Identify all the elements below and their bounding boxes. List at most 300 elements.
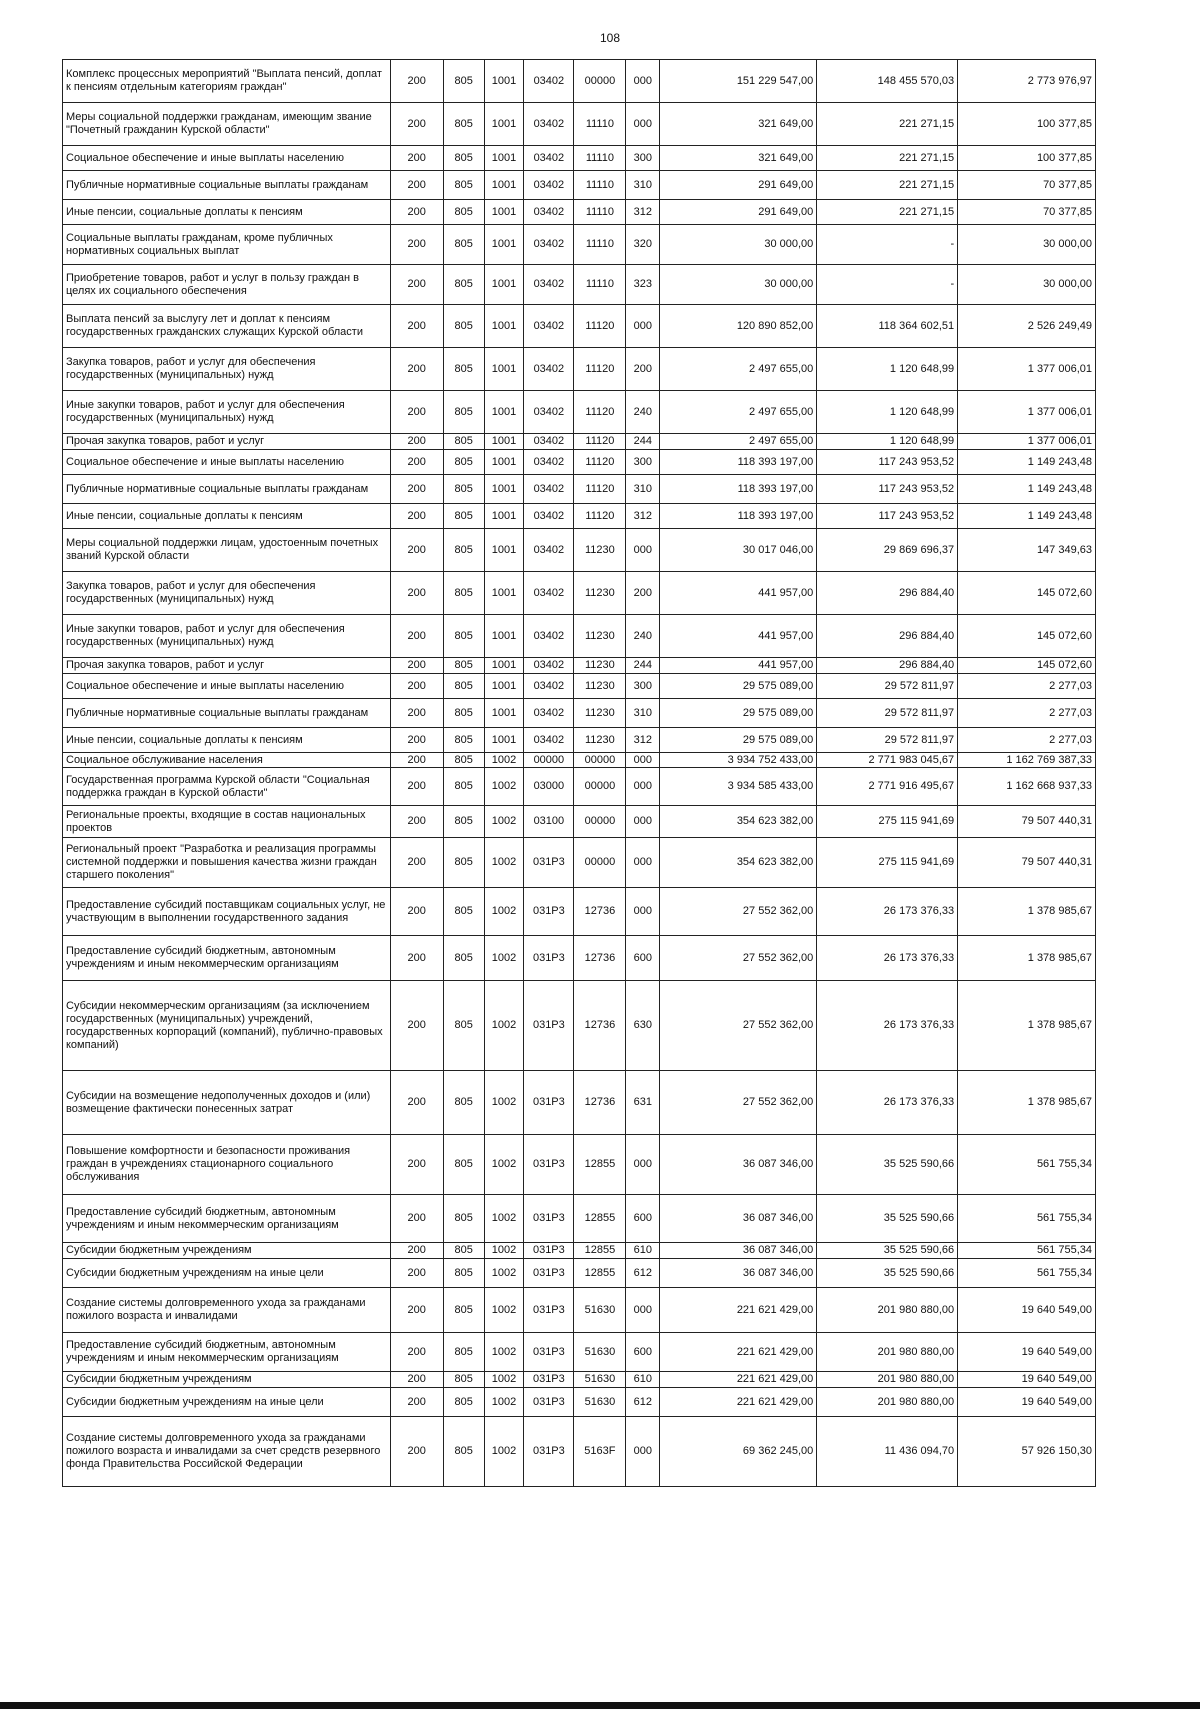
col-remainder: 2 773 976,97 — [958, 60, 1096, 103]
col-admin: 200 — [390, 1135, 443, 1195]
col-remainder: 1 378 985,67 — [958, 981, 1096, 1071]
col-admin: 200 — [390, 265, 443, 305]
col-executed: 35 525 590,66 — [817, 1243, 958, 1259]
col-remainder: 1 149 243,48 — [958, 504, 1096, 529]
col-direction: 12855 — [574, 1195, 626, 1243]
col-chapter: 805 — [443, 1288, 484, 1333]
col-direction: 11230 — [574, 658, 626, 674]
col-section: 1002 — [484, 981, 524, 1071]
col-direction: 11120 — [574, 504, 626, 529]
col-chapter: 805 — [443, 1417, 484, 1487]
col-executed: 1 120 648,99 — [817, 434, 958, 450]
col-program: 03100 — [524, 806, 574, 838]
col-program: 03402 — [524, 504, 574, 529]
row-name: Публичные нормативные социальные выплаты гражданам — [63, 475, 391, 504]
table-row — [63, 60, 1096, 103]
col-program: 031Р3 — [524, 1333, 574, 1372]
col-expense-type: 000 — [626, 1417, 660, 1487]
col-direction: 11110 — [574, 200, 626, 225]
col-executed: 201 980 880,00 — [817, 1372, 958, 1388]
col-planned: 441 957,00 — [660, 572, 817, 615]
col-direction: 11120 — [574, 391, 626, 434]
col-chapter: 805 — [443, 1071, 484, 1135]
table-row — [63, 1195, 1096, 1243]
col-direction: 00000 — [574, 838, 626, 888]
col-expense-type: 200 — [626, 348, 660, 391]
col-program: 031Р3 — [524, 936, 574, 981]
col-admin: 200 — [390, 936, 443, 981]
table-row — [63, 391, 1096, 434]
col-planned: 291 649,00 — [660, 200, 817, 225]
row-name: Закупка товаров, работ и услуг для обеспечения государственных (муниципальных) нужд — [63, 348, 391, 391]
col-direction: 11230 — [574, 699, 626, 728]
col-remainder: 19 640 549,00 — [958, 1388, 1096, 1417]
col-chapter: 805 — [443, 1333, 484, 1372]
col-program: 03402 — [524, 200, 574, 225]
col-expense-type: 630 — [626, 981, 660, 1071]
col-expense-type: 300 — [626, 450, 660, 475]
col-admin: 200 — [390, 225, 443, 265]
col-expense-type: 600 — [626, 936, 660, 981]
col-planned: 354 623 382,00 — [660, 838, 817, 888]
table-row — [63, 1372, 1096, 1388]
col-section: 1002 — [484, 838, 524, 888]
row-name: Прочая закупка товаров, работ и услуг — [63, 658, 391, 674]
col-remainder: 30 000,00 — [958, 265, 1096, 305]
col-admin: 200 — [390, 434, 443, 450]
col-admin: 200 — [390, 475, 443, 504]
col-chapter: 805 — [443, 225, 484, 265]
col-direction: 12855 — [574, 1135, 626, 1195]
col-direction: 11110 — [574, 146, 626, 171]
col-direction: 11230 — [574, 728, 626, 753]
col-chapter: 805 — [443, 475, 484, 504]
col-executed: 26 173 376,33 — [817, 888, 958, 936]
col-section: 1001 — [484, 391, 524, 434]
col-expense-type: 244 — [626, 658, 660, 674]
col-chapter: 805 — [443, 753, 484, 768]
col-planned: 321 649,00 — [660, 103, 817, 146]
col-direction: 11120 — [574, 305, 626, 348]
col-section: 1002 — [484, 768, 524, 806]
row-name: Региональный проект "Разработка и реализация программы системной поддержки и повышения качества жизни граждан старшего поколения" — [63, 838, 391, 888]
col-program: 03402 — [524, 146, 574, 171]
table-row — [63, 768, 1096, 806]
row-name: Предоставление субсидий бюджетным, автономным учреждениям и иным некоммерческим организациям — [63, 1195, 391, 1243]
col-expense-type: 600 — [626, 1333, 660, 1372]
col-section: 1002 — [484, 936, 524, 981]
col-program: 03402 — [524, 615, 574, 658]
col-planned: 354 623 382,00 — [660, 806, 817, 838]
row-name: Прочая закупка товаров, работ и услуг — [63, 434, 391, 450]
col-admin: 200 — [390, 146, 443, 171]
col-section: 1002 — [484, 753, 524, 768]
col-expense-type: 610 — [626, 1243, 660, 1259]
col-program: 031Р3 — [524, 1195, 574, 1243]
budget-table — [62, 59, 1096, 1487]
table-row — [63, 529, 1096, 572]
col-expense-type: 000 — [626, 60, 660, 103]
col-chapter: 805 — [443, 699, 484, 728]
col-executed: 29 572 811,97 — [817, 674, 958, 699]
col-direction: 11120 — [574, 434, 626, 450]
col-remainder: 70 377,85 — [958, 200, 1096, 225]
table-row — [63, 1417, 1096, 1487]
row-name: Государственная программа Курской области "Социальная поддержка граждан в Курской области" — [63, 768, 391, 806]
table-row — [63, 806, 1096, 838]
col-expense-type: 000 — [626, 838, 660, 888]
col-program: 03402 — [524, 171, 574, 200]
col-planned: 36 087 346,00 — [660, 1259, 817, 1288]
col-admin: 200 — [390, 615, 443, 658]
col-remainder: 1 377 006,01 — [958, 391, 1096, 434]
col-chapter: 805 — [443, 171, 484, 200]
col-remainder: 70 377,85 — [958, 171, 1096, 200]
col-expense-type: 000 — [626, 1288, 660, 1333]
col-admin: 200 — [390, 103, 443, 146]
col-section: 1001 — [484, 615, 524, 658]
row-name: Иные закупки товаров, работ и услуг для обеспечения государственных (муниципальных) нужд — [63, 615, 391, 658]
col-chapter: 805 — [443, 450, 484, 475]
col-executed: 221 271,15 — [817, 200, 958, 225]
col-direction: 11110 — [574, 103, 626, 146]
col-remainder: 1 377 006,01 — [958, 348, 1096, 391]
col-expense-type: 240 — [626, 391, 660, 434]
table-row — [63, 888, 1096, 936]
col-executed: - — [817, 225, 958, 265]
table-row — [63, 674, 1096, 699]
col-section: 1001 — [484, 60, 524, 103]
col-expense-type: 610 — [626, 1372, 660, 1388]
col-planned: 118 393 197,00 — [660, 475, 817, 504]
col-expense-type: 310 — [626, 699, 660, 728]
col-section: 1002 — [484, 1071, 524, 1135]
table-row — [63, 699, 1096, 728]
col-remainder: 79 507 440,31 — [958, 806, 1096, 838]
col-remainder: 2 277,03 — [958, 674, 1096, 699]
col-remainder: 100 377,85 — [958, 103, 1096, 146]
col-planned: 27 552 362,00 — [660, 888, 817, 936]
col-direction: 12736 — [574, 1071, 626, 1135]
table-row — [63, 936, 1096, 981]
table-body — [63, 60, 1096, 1487]
col-remainder: 1 149 243,48 — [958, 450, 1096, 475]
col-remainder: 19 640 549,00 — [958, 1372, 1096, 1388]
col-section: 1002 — [484, 806, 524, 838]
col-planned: 2 497 655,00 — [660, 434, 817, 450]
col-remainder: 147 349,63 — [958, 529, 1096, 572]
col-remainder: 1 378 985,67 — [958, 936, 1096, 981]
col-chapter: 805 — [443, 305, 484, 348]
col-section: 1001 — [484, 146, 524, 171]
col-admin: 200 — [390, 1388, 443, 1417]
col-admin: 200 — [390, 658, 443, 674]
col-direction: 11230 — [574, 529, 626, 572]
row-name: Закупка товаров, работ и услуг для обеспечения государственных (муниципальных) нужд — [63, 572, 391, 615]
row-name: Социальное обеспечение и иные выплаты населению — [63, 674, 391, 699]
col-executed: 117 243 953,52 — [817, 475, 958, 504]
row-name: Предоставление субсидий бюджетным, автономным учреждениям и иным некоммерческим организациям — [63, 1333, 391, 1372]
col-program: 031Р3 — [524, 1071, 574, 1135]
page-number: 108 — [599, 31, 621, 45]
col-executed: 117 243 953,52 — [817, 450, 958, 475]
col-executed: 275 115 941,69 — [817, 806, 958, 838]
col-expense-type: 240 — [626, 615, 660, 658]
col-program: 03402 — [524, 658, 574, 674]
table-row — [63, 753, 1096, 768]
col-program: 03402 — [524, 225, 574, 265]
table-row — [63, 1259, 1096, 1288]
col-section: 1002 — [484, 1259, 524, 1288]
col-admin: 200 — [390, 450, 443, 475]
col-executed: 221 271,15 — [817, 103, 958, 146]
col-planned: 36 087 346,00 — [660, 1243, 817, 1259]
col-admin: 200 — [390, 171, 443, 200]
row-name: Иные пенсии, социальные доплаты к пенсиям — [63, 728, 391, 753]
col-chapter: 805 — [443, 1259, 484, 1288]
col-planned: 27 552 362,00 — [660, 936, 817, 981]
row-name: Публичные нормативные социальные выплаты гражданам — [63, 699, 391, 728]
col-direction: 12736 — [574, 936, 626, 981]
col-remainder: 1 162 769 387,33 — [958, 753, 1096, 768]
col-admin: 200 — [390, 981, 443, 1071]
col-direction: 11230 — [574, 674, 626, 699]
col-remainder: 561 755,34 — [958, 1135, 1096, 1195]
col-executed: 296 884,40 — [817, 572, 958, 615]
col-chapter: 805 — [443, 504, 484, 529]
col-program: 031Р3 — [524, 1259, 574, 1288]
col-expense-type: 200 — [626, 572, 660, 615]
col-admin: 200 — [390, 348, 443, 391]
col-chapter: 805 — [443, 888, 484, 936]
col-section: 1001 — [484, 475, 524, 504]
table-row — [63, 838, 1096, 888]
col-admin: 200 — [390, 391, 443, 434]
col-chapter: 805 — [443, 572, 484, 615]
row-name: Социальное обеспечение и иные выплаты населению — [63, 450, 391, 475]
col-section: 1002 — [484, 1388, 524, 1417]
col-expense-type: 312 — [626, 504, 660, 529]
col-planned: 30 017 046,00 — [660, 529, 817, 572]
col-section: 1001 — [484, 572, 524, 615]
col-remainder: 2 277,03 — [958, 728, 1096, 753]
col-admin: 200 — [390, 888, 443, 936]
col-admin: 200 — [390, 1288, 443, 1333]
col-direction: 11110 — [574, 225, 626, 265]
table-row — [63, 103, 1096, 146]
col-admin: 200 — [390, 838, 443, 888]
table-row — [63, 1071, 1096, 1135]
col-admin: 200 — [390, 1071, 443, 1135]
col-expense-type: 300 — [626, 146, 660, 171]
col-expense-type: 631 — [626, 1071, 660, 1135]
col-section: 1001 — [484, 171, 524, 200]
col-chapter: 805 — [443, 200, 484, 225]
col-direction: 51630 — [574, 1388, 626, 1417]
col-planned: 2 497 655,00 — [660, 348, 817, 391]
col-expense-type: 000 — [626, 305, 660, 348]
col-planned: 30 000,00 — [660, 265, 817, 305]
col-planned: 441 957,00 — [660, 658, 817, 674]
col-direction: 00000 — [574, 753, 626, 768]
col-expense-type: 600 — [626, 1195, 660, 1243]
col-direction: 5163F — [574, 1417, 626, 1487]
col-executed: 26 173 376,33 — [817, 981, 958, 1071]
col-section: 1001 — [484, 305, 524, 348]
col-chapter: 805 — [443, 391, 484, 434]
col-expense-type: 310 — [626, 171, 660, 200]
col-program: 03402 — [524, 391, 574, 434]
col-expense-type: 612 — [626, 1388, 660, 1417]
col-planned: 36 087 346,00 — [660, 1195, 817, 1243]
col-executed: 221 271,15 — [817, 146, 958, 171]
row-name: Повышение комфортности и безопасности проживания граждан в учреждениях стационарного социального обслуживания — [63, 1135, 391, 1195]
col-planned: 29 575 089,00 — [660, 728, 817, 753]
col-executed: 221 271,15 — [817, 171, 958, 200]
col-remainder: 57 926 150,30 — [958, 1417, 1096, 1487]
col-section: 1001 — [484, 658, 524, 674]
col-direction: 11120 — [574, 475, 626, 504]
col-expense-type: 320 — [626, 225, 660, 265]
col-chapter: 805 — [443, 981, 484, 1071]
bottom-border — [0, 1702, 1200, 1709]
col-section: 1001 — [484, 225, 524, 265]
table-row — [63, 348, 1096, 391]
col-planned: 30 000,00 — [660, 225, 817, 265]
col-direction: 11120 — [574, 450, 626, 475]
col-chapter: 805 — [443, 615, 484, 658]
col-direction: 00000 — [574, 60, 626, 103]
col-planned: 441 957,00 — [660, 615, 817, 658]
col-planned: 2 497 655,00 — [660, 391, 817, 434]
col-direction: 12736 — [574, 888, 626, 936]
col-program: 03402 — [524, 434, 574, 450]
col-executed: 26 173 376,33 — [817, 1071, 958, 1135]
col-direction: 12855 — [574, 1243, 626, 1259]
col-chapter: 805 — [443, 434, 484, 450]
col-expense-type: 244 — [626, 434, 660, 450]
table-row — [63, 434, 1096, 450]
table-row — [63, 1135, 1096, 1195]
table-row — [63, 450, 1096, 475]
col-section: 1001 — [484, 529, 524, 572]
col-program: 031Р3 — [524, 1388, 574, 1417]
table-row — [63, 504, 1096, 529]
col-planned: 36 087 346,00 — [660, 1135, 817, 1195]
col-remainder: 561 755,34 — [958, 1259, 1096, 1288]
col-planned: 3 934 585 433,00 — [660, 768, 817, 806]
row-name: Создание системы долговременного ухода за гражданами пожилого возраста и инвалидами за счет средств резервного фонда Правительства Российской Федерации — [63, 1417, 391, 1487]
col-section: 1002 — [484, 888, 524, 936]
col-remainder: 1 149 243,48 — [958, 475, 1096, 504]
col-executed: 275 115 941,69 — [817, 838, 958, 888]
col-program: 03402 — [524, 529, 574, 572]
col-planned: 120 890 852,00 — [660, 305, 817, 348]
row-name: Публичные нормативные социальные выплаты гражданам — [63, 171, 391, 200]
col-executed: 2 771 983 045,67 — [817, 753, 958, 768]
col-chapter: 805 — [443, 936, 484, 981]
col-executed: 29 869 696,37 — [817, 529, 958, 572]
col-direction: 51630 — [574, 1372, 626, 1388]
col-expense-type: 612 — [626, 1259, 660, 1288]
col-chapter: 805 — [443, 348, 484, 391]
col-admin: 200 — [390, 806, 443, 838]
col-executed: 148 455 570,03 — [817, 60, 958, 103]
row-name: Предоставление субсидий бюджетным, автономным учреждениям и иным некоммерческим организациям — [63, 936, 391, 981]
col-direction: 00000 — [574, 768, 626, 806]
col-executed: 201 980 880,00 — [817, 1288, 958, 1333]
row-name: Субсидии некоммерческим организациям (за исключением государственных (муниципальных) учреждений, государственных корпораций (компаний), публично-правовых компаний) — [63, 981, 391, 1071]
col-remainder: 1 378 985,67 — [958, 1071, 1096, 1135]
col-program: 03000 — [524, 768, 574, 806]
col-section: 1002 — [484, 1372, 524, 1388]
col-section: 1001 — [484, 504, 524, 529]
col-section: 1001 — [484, 434, 524, 450]
col-remainder: 1 377 006,01 — [958, 434, 1096, 450]
table-row — [63, 728, 1096, 753]
col-program: 031Р3 — [524, 838, 574, 888]
col-program: 03402 — [524, 572, 574, 615]
col-direction: 12736 — [574, 981, 626, 1071]
col-chapter: 805 — [443, 1135, 484, 1195]
col-planned: 291 649,00 — [660, 171, 817, 200]
col-direction: 51630 — [574, 1333, 626, 1372]
col-admin: 200 — [390, 529, 443, 572]
row-name: Иные пенсии, социальные доплаты к пенсиям — [63, 200, 391, 225]
col-executed: 201 980 880,00 — [817, 1333, 958, 1372]
col-chapter: 805 — [443, 728, 484, 753]
col-chapter: 805 — [443, 265, 484, 305]
row-name: Предоставление субсидий поставщикам социальных услуг, не участвующим в выполнении государственного задания — [63, 888, 391, 936]
table-row — [63, 146, 1096, 171]
col-section: 1001 — [484, 450, 524, 475]
col-section: 1002 — [484, 1417, 524, 1487]
col-executed: 117 243 953,52 — [817, 504, 958, 529]
col-chapter: 805 — [443, 1372, 484, 1388]
row-name: Социальное обслуживание населения — [63, 753, 391, 768]
row-name: Меры социальной поддержки гражданам, имеющим звание "Почетный гражданин Курской области" — [63, 103, 391, 146]
col-section: 1001 — [484, 728, 524, 753]
col-chapter: 805 — [443, 658, 484, 674]
col-planned: 118 393 197,00 — [660, 450, 817, 475]
col-remainder: 19 640 549,00 — [958, 1333, 1096, 1372]
col-planned: 29 575 089,00 — [660, 674, 817, 699]
col-program: 031Р3 — [524, 1135, 574, 1195]
col-remainder: 145 072,60 — [958, 658, 1096, 674]
col-executed: 118 364 602,51 — [817, 305, 958, 348]
col-direction: 12855 — [574, 1259, 626, 1288]
col-section: 1002 — [484, 1288, 524, 1333]
col-planned: 321 649,00 — [660, 146, 817, 171]
col-executed: 35 525 590,66 — [817, 1135, 958, 1195]
row-name: Комплекс процессных мероприятий "Выплата пенсий, доплат к пенсиям отдельным категориям граждан" — [63, 60, 391, 103]
table-row — [63, 1333, 1096, 1372]
col-chapter: 805 — [443, 529, 484, 572]
col-section: 1002 — [484, 1135, 524, 1195]
row-name: Региональные проекты, входящие в состав национальных проектов — [63, 806, 391, 838]
col-remainder: 2 277,03 — [958, 699, 1096, 728]
col-admin: 200 — [390, 1195, 443, 1243]
row-name: Создание системы долговременного ухода за гражданами пожилого возраста и инвалидами — [63, 1288, 391, 1333]
col-expense-type: 000 — [626, 103, 660, 146]
col-admin: 200 — [390, 200, 443, 225]
col-section: 1001 — [484, 674, 524, 699]
col-executed: 26 173 376,33 — [817, 936, 958, 981]
col-program: 03402 — [524, 728, 574, 753]
col-remainder: 100 377,85 — [958, 146, 1096, 171]
col-executed: 296 884,40 — [817, 658, 958, 674]
col-program: 03402 — [524, 674, 574, 699]
